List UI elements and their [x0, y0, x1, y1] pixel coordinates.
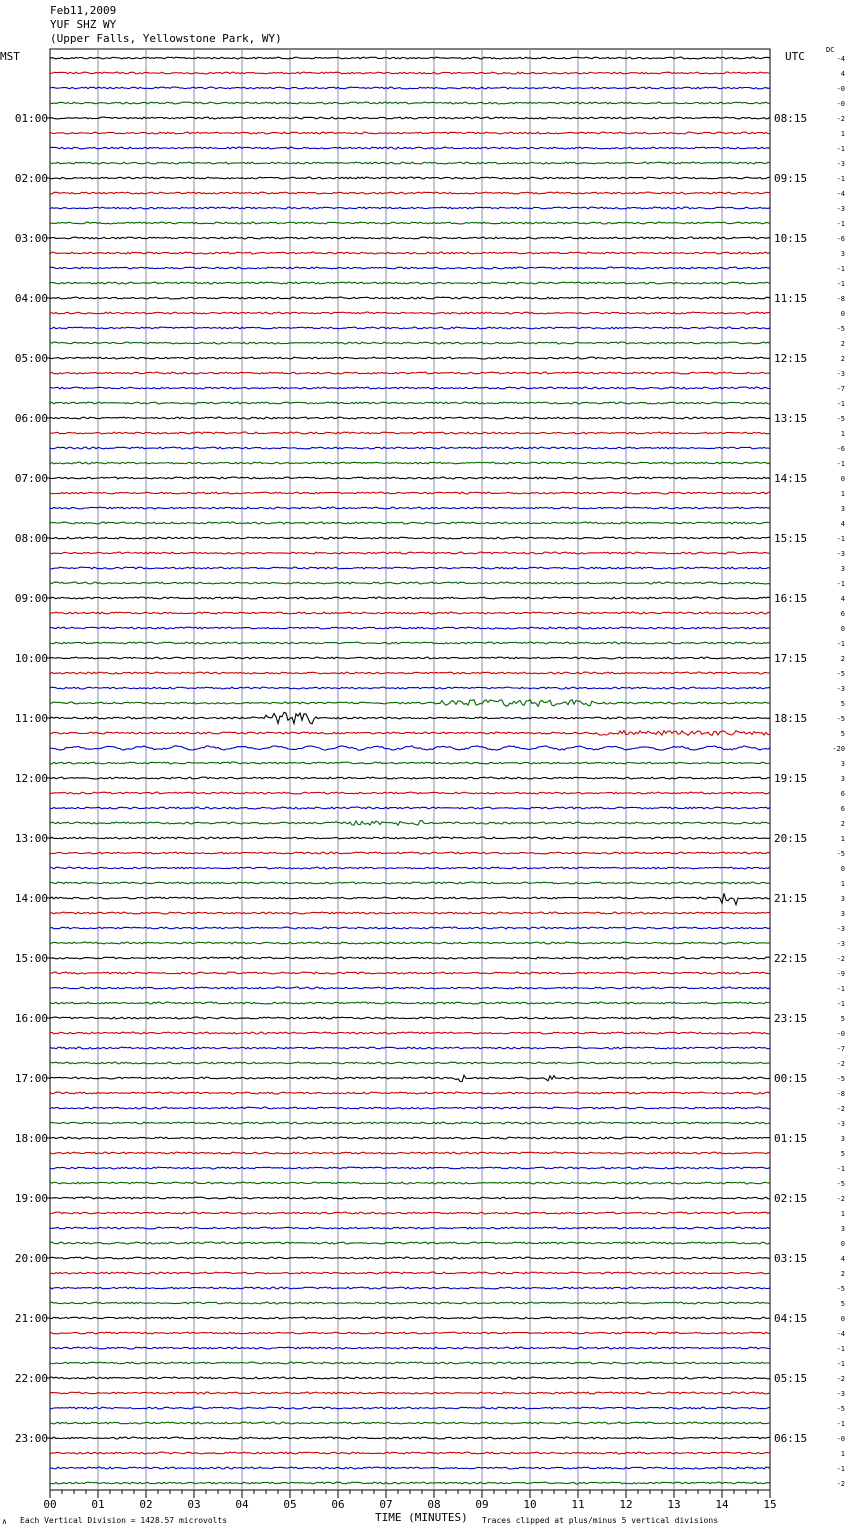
dc-offset-label: -2 — [836, 115, 845, 123]
left-hour-label: 06:00 — [14, 412, 48, 425]
dc-offset-label: 2 — [840, 340, 845, 348]
seismic-trace — [50, 222, 770, 224]
dc-offset-label: -7 — [836, 385, 845, 393]
right-hour-label: 04:15 — [774, 1312, 808, 1325]
left-hour-label: 13:00 — [14, 832, 48, 845]
x-tick-label: 01 — [91, 1498, 105, 1511]
dc-offset-label: -3 — [836, 370, 845, 378]
left-hour-label: 20:00 — [14, 1252, 48, 1265]
seismic-trace — [50, 117, 770, 119]
right-hour-label: 09:15 — [774, 172, 808, 185]
seismic-trace — [50, 957, 770, 959]
dc-offset-label: -1 — [836, 145, 845, 153]
dc-offset-label: 0 — [840, 310, 845, 318]
left-hour-label: 03:00 — [14, 232, 48, 245]
dc-offset-label: 6 — [840, 610, 845, 618]
dc-offset-label: 3 — [840, 895, 845, 903]
seismic-trace — [50, 821, 770, 826]
seismic-trace — [50, 297, 770, 299]
seismic-trace — [50, 1212, 770, 1214]
dc-offset-label: 3 — [840, 760, 845, 768]
seismic-trace — [50, 672, 770, 674]
dc-offset-label: -1 — [836, 220, 845, 228]
seismic-trace — [50, 372, 770, 374]
dc-offset-label: -4 — [836, 190, 845, 198]
seismic-trace — [50, 1152, 770, 1154]
seismic-trace — [50, 177, 770, 179]
seismic-trace — [50, 792, 770, 794]
x-tick-label: 02 — [139, 1498, 153, 1511]
dc-offset-label: 5 — [840, 1300, 845, 1308]
dc-offset-label: 1 — [840, 130, 845, 138]
seismic-trace — [50, 807, 770, 809]
right-hour-label: 15:15 — [774, 532, 808, 545]
seismic-trace — [50, 147, 770, 149]
dc-offset-label: 1 — [840, 1450, 845, 1458]
seismic-trace — [50, 447, 770, 449]
seismic-trace — [50, 687, 770, 689]
x-tick-label: 03 — [187, 1498, 201, 1511]
seismic-trace — [50, 1227, 770, 1229]
dc-offset-label: -7 — [836, 1045, 845, 1053]
seismic-trace — [50, 867, 770, 869]
dc-offset-label: 3 — [840, 505, 845, 513]
dc-offset-label: -8 — [836, 295, 845, 303]
seismic-trace — [50, 327, 770, 329]
dc-offset-label: 1 — [840, 835, 845, 843]
dc-offset-label: -1 — [836, 400, 845, 408]
dc-offset-label: 5 — [840, 1150, 845, 1158]
seismic-trace — [50, 342, 770, 344]
dc-offset-label: 0 — [840, 1240, 845, 1248]
x-tick-label: 10 — [523, 1498, 537, 1511]
dc-offset-label: 4 — [840, 595, 845, 603]
seismic-trace — [50, 1317, 770, 1319]
seismic-trace — [50, 507, 770, 509]
seismic-trace — [50, 657, 770, 659]
x-tick-label: 13 — [667, 1498, 681, 1511]
seismic-trace — [50, 192, 770, 194]
dc-offset-label: 1 — [840, 1210, 845, 1218]
dc-offset-label: -1 — [836, 985, 845, 993]
dc-offset-label: -5 — [836, 1405, 845, 1413]
right-hour-label: 06:15 — [774, 1432, 808, 1445]
left-hour-label: 22:00 — [14, 1372, 48, 1385]
dc-offset-label: -3 — [836, 160, 845, 168]
seismic-trace — [50, 462, 770, 464]
dc-offset-label: 5 — [840, 1015, 845, 1023]
dc-offset-label: -3 — [836, 1120, 845, 1128]
right-timezone-label: UTC — [785, 50, 805, 63]
dc-offset-label: -5 — [836, 670, 845, 678]
seismic-trace — [50, 1257, 770, 1259]
seismic-trace — [50, 912, 770, 914]
seismic-trace — [50, 477, 770, 479]
x-axis-title: TIME (MINUTES) — [375, 1511, 468, 1524]
seismic-trace — [50, 612, 770, 614]
left-hour-label: 11:00 — [14, 712, 48, 725]
dc-offset-label: -2 — [836, 1060, 845, 1068]
right-hour-label: 11:15 — [774, 292, 808, 305]
dc-offset-label: 0 — [840, 475, 845, 483]
x-tick-label: 00 — [43, 1498, 57, 1511]
x-tick-label: 07 — [379, 1498, 393, 1511]
seismic-trace — [50, 642, 770, 644]
left-hour-label: 14:00 — [14, 892, 48, 905]
left-hour-label: 09:00 — [14, 592, 48, 605]
seismic-trace — [50, 1092, 770, 1094]
seismic-trace — [50, 1362, 770, 1364]
seismic-trace — [50, 1452, 770, 1454]
right-hour-label: 01:15 — [774, 1132, 808, 1145]
dc-offset-label: 4 — [840, 70, 845, 78]
right-hour-label: 20:15 — [774, 832, 808, 845]
dc-offset-label: -5 — [836, 325, 845, 333]
seismic-trace — [50, 882, 770, 884]
seismic-trace — [50, 927, 770, 929]
seismic-trace — [50, 597, 770, 599]
station-label: YUF SHZ WY — [50, 18, 117, 31]
dc-offset-label: 0 — [840, 1315, 845, 1323]
left-hour-label: 04:00 — [14, 292, 48, 305]
dc-offset-label: 2 — [840, 355, 845, 363]
seismic-trace — [50, 132, 770, 134]
left-hour-label: 12:00 — [14, 772, 48, 785]
dc-offset-label: 1 — [840, 490, 845, 498]
seismic-trace — [50, 252, 770, 254]
right-hour-label: 05:15 — [774, 1372, 808, 1385]
dc-offset-label: -3 — [836, 550, 845, 558]
right-hour-label: 21:15 — [774, 892, 808, 905]
dc-offset-label: -2 — [836, 1375, 845, 1383]
dc-offset-label: -3 — [836, 940, 845, 948]
left-hour-label: 07:00 — [14, 472, 48, 485]
seismic-trace — [50, 1302, 770, 1304]
left-hour-label: 10:00 — [14, 652, 48, 665]
right-hour-label: 12:15 — [774, 352, 808, 365]
dc-offset-label: -8 — [836, 1090, 845, 1098]
dc-offset-label: 3 — [840, 1225, 845, 1233]
seismic-trace — [50, 712, 770, 724]
dc-label: DC — [826, 46, 835, 54]
seismic-trace — [50, 402, 770, 404]
left-hour-label: 05:00 — [14, 352, 48, 365]
seismic-trace — [50, 1437, 770, 1439]
dc-offset-label: -1 — [836, 175, 845, 183]
right-hour-label: 23:15 — [774, 1012, 808, 1025]
seismic-trace — [50, 207, 770, 209]
dc-offset-label: -3 — [836, 1390, 845, 1398]
dc-offset-label: -2 — [836, 1195, 845, 1203]
seismic-trace — [50, 777, 770, 779]
dc-offset-label: 2 — [840, 655, 845, 663]
dc-offset-label: 0 — [840, 625, 845, 633]
seismic-trace — [50, 72, 770, 74]
x-tick-label: 04 — [235, 1498, 249, 1511]
dc-offset-label: -4 — [836, 55, 845, 63]
seismic-trace — [50, 1002, 770, 1004]
left-hour-label: 17:00 — [14, 1072, 48, 1085]
dc-offset-label: -1 — [836, 1420, 845, 1428]
seismic-trace — [50, 162, 770, 164]
left-hour-label: 16:00 — [14, 1012, 48, 1025]
seismic-trace — [50, 1467, 770, 1469]
dc-offset-label: -0 — [836, 1030, 845, 1038]
seismic-trace — [50, 1422, 770, 1424]
seismic-trace — [50, 1032, 770, 1034]
x-tick-label: 11 — [571, 1498, 585, 1511]
seismic-trace — [50, 762, 770, 764]
seismic-trace — [50, 102, 770, 104]
dc-offset-label: -0 — [836, 85, 845, 93]
dc-offset-label: -1 — [836, 280, 845, 288]
dc-offset-label: -5 — [836, 715, 845, 723]
seismic-trace — [50, 1482, 770, 1484]
dc-offset-label: -6 — [836, 235, 845, 243]
seismic-trace — [50, 1075, 770, 1082]
dc-offset-label: 5 — [840, 700, 845, 708]
dc-offset-label: 0 — [840, 865, 845, 873]
x-tick-label: 08 — [427, 1498, 441, 1511]
dc-offset-label: -5 — [836, 850, 845, 858]
seismic-trace — [50, 1272, 770, 1274]
location-label: (Upper Falls, Yellowstone Park, WY) — [50, 32, 282, 45]
seismic-trace — [50, 1332, 770, 1334]
right-hour-label: 19:15 — [774, 772, 808, 785]
dc-offset-label: 3 — [840, 1135, 845, 1143]
dc-offset-label: -1 — [836, 535, 845, 543]
seismic-trace — [50, 972, 770, 974]
seismic-trace — [50, 1137, 770, 1139]
seismic-trace — [50, 1062, 770, 1064]
right-hour-label: 03:15 — [774, 1252, 808, 1265]
right-hour-label: 13:15 — [774, 412, 808, 425]
right-hour-label: 08:15 — [774, 112, 808, 125]
dc-offset-label: -0 — [836, 1435, 845, 1443]
dc-offset-label: 3 — [840, 775, 845, 783]
left-hour-label: 18:00 — [14, 1132, 48, 1145]
left-hour-label: 23:00 — [14, 1432, 48, 1445]
date-label: Feb11,2009 — [50, 4, 117, 17]
right-hour-label: 22:15 — [774, 952, 808, 965]
dc-offset-label: 4 — [840, 520, 845, 528]
seismic-trace — [50, 417, 770, 419]
x-tick-label: 09 — [475, 1498, 489, 1511]
dc-offset-label: -1 — [836, 265, 845, 273]
dc-offset-label: 3 — [840, 910, 845, 918]
seismic-trace — [50, 987, 770, 989]
seismic-trace — [50, 432, 770, 434]
corner-mark-icon: ∧ — [2, 1517, 7, 1526]
dc-offset-label: 2 — [840, 820, 845, 828]
seismic-trace — [50, 1347, 770, 1349]
dc-offset-label: -3 — [836, 205, 845, 213]
left-hour-label: 02:00 — [14, 172, 48, 185]
dc-offset-label: -5 — [836, 415, 845, 423]
seismic-trace — [50, 627, 770, 629]
dc-offset-label: 3 — [840, 565, 845, 573]
dc-offset-label: -3 — [836, 925, 845, 933]
dc-offset-label: -1 — [836, 1000, 845, 1008]
seismic-trace — [50, 567, 770, 569]
seismic-trace — [50, 1107, 770, 1109]
seismic-trace — [50, 1242, 770, 1244]
x-tick-label: 06 — [331, 1498, 345, 1511]
clip-note: Traces clipped at plus/minus 5 vertical divisions — [482, 1516, 719, 1525]
seismic-trace — [50, 1047, 770, 1049]
dc-offset-label: 6 — [840, 790, 845, 798]
right-hour-label: 14:15 — [774, 472, 808, 485]
dc-offset-label: -1 — [836, 460, 845, 468]
seismic-trace — [50, 731, 770, 736]
dc-offset-label: -1 — [836, 1465, 845, 1473]
dc-offset-label: 1 — [840, 880, 845, 888]
dc-offset-label: -1 — [836, 1360, 845, 1368]
x-tick-label: 05 — [283, 1498, 297, 1511]
seismic-trace — [50, 746, 770, 750]
dc-offset-label: -3 — [836, 685, 845, 693]
dc-offset-label: 3 — [840, 250, 845, 258]
dc-offset-label: -0 — [836, 100, 845, 108]
dc-offset-label: -2 — [836, 1105, 845, 1113]
right-hour-label: 10:15 — [774, 232, 808, 245]
seismic-trace — [50, 1167, 770, 1169]
seismic-trace — [50, 1407, 770, 1409]
left-hour-label: 01:00 — [14, 112, 48, 125]
seismic-trace — [50, 387, 770, 389]
dc-offset-label: -4 — [836, 1330, 845, 1338]
seismic-trace — [50, 1197, 770, 1199]
dc-offset-label: 4 — [840, 1255, 845, 1263]
left-hour-label: 15:00 — [14, 952, 48, 965]
dc-offset-label: -2 — [836, 955, 845, 963]
seismic-trace — [50, 582, 770, 584]
seismic-trace — [50, 237, 770, 239]
seismic-trace — [50, 522, 770, 524]
left-hour-label: 21:00 — [14, 1312, 48, 1325]
seismic-trace — [50, 852, 770, 854]
dc-offset-label: -1 — [836, 580, 845, 588]
seismic-trace — [50, 87, 770, 89]
dc-offset-label: 1 — [840, 430, 845, 438]
seismic-trace — [50, 1017, 770, 1019]
seismic-trace — [50, 1392, 770, 1394]
seismic-trace — [50, 552, 770, 554]
dc-offset-label: -5 — [836, 1180, 845, 1188]
dc-offset-label: -1 — [836, 640, 845, 648]
dc-offset-label: 6 — [840, 805, 845, 813]
dc-offset-label: 5 — [840, 730, 845, 738]
dc-offset-label: -9 — [836, 970, 845, 978]
dc-offset-label: -6 — [836, 445, 845, 453]
right-hour-label: 17:15 — [774, 652, 808, 665]
seismic-trace — [50, 312, 770, 314]
seismic-trace — [50, 357, 770, 359]
left-hour-label: 08:00 — [14, 532, 48, 545]
seismic-trace — [50, 1182, 770, 1184]
seismic-trace — [50, 57, 770, 59]
x-tick-label: 12 — [619, 1498, 633, 1511]
dc-offset-label: -5 — [836, 1075, 845, 1083]
left-timezone-label: MST — [0, 50, 20, 63]
seismic-trace — [50, 282, 770, 284]
seismic-trace — [50, 1122, 770, 1124]
right-hour-label: 00:15 — [774, 1072, 808, 1085]
x-tick-label: 15 — [763, 1498, 777, 1511]
right-hour-label: 18:15 — [774, 712, 808, 725]
right-hour-label: 02:15 — [774, 1192, 808, 1205]
dc-offset-label: -2 — [836, 1480, 845, 1488]
right-hour-label: 16:15 — [774, 592, 808, 605]
dc-offset-label: -20 — [832, 745, 845, 753]
dc-offset-label: -1 — [836, 1165, 845, 1173]
dc-offset-label: -1 — [836, 1345, 845, 1353]
seismic-trace — [50, 267, 770, 269]
seismic-trace — [50, 893, 770, 904]
seismic-trace — [50, 492, 770, 494]
dc-offset-label: -5 — [836, 1285, 845, 1293]
seismic-trace — [50, 700, 770, 707]
left-hour-label: 19:00 — [14, 1192, 48, 1205]
seismic-trace — [50, 942, 770, 944]
seismic-trace — [50, 537, 770, 539]
seismic-trace — [50, 1287, 770, 1289]
scale-note: Each Vertical Division = 1428.57 microvolts — [20, 1516, 228, 1525]
seismic-trace — [50, 1377, 770, 1379]
x-tick-label: 14 — [715, 1498, 729, 1511]
dc-offset-label: 2 — [840, 1270, 845, 1278]
seismic-trace — [50, 837, 770, 839]
